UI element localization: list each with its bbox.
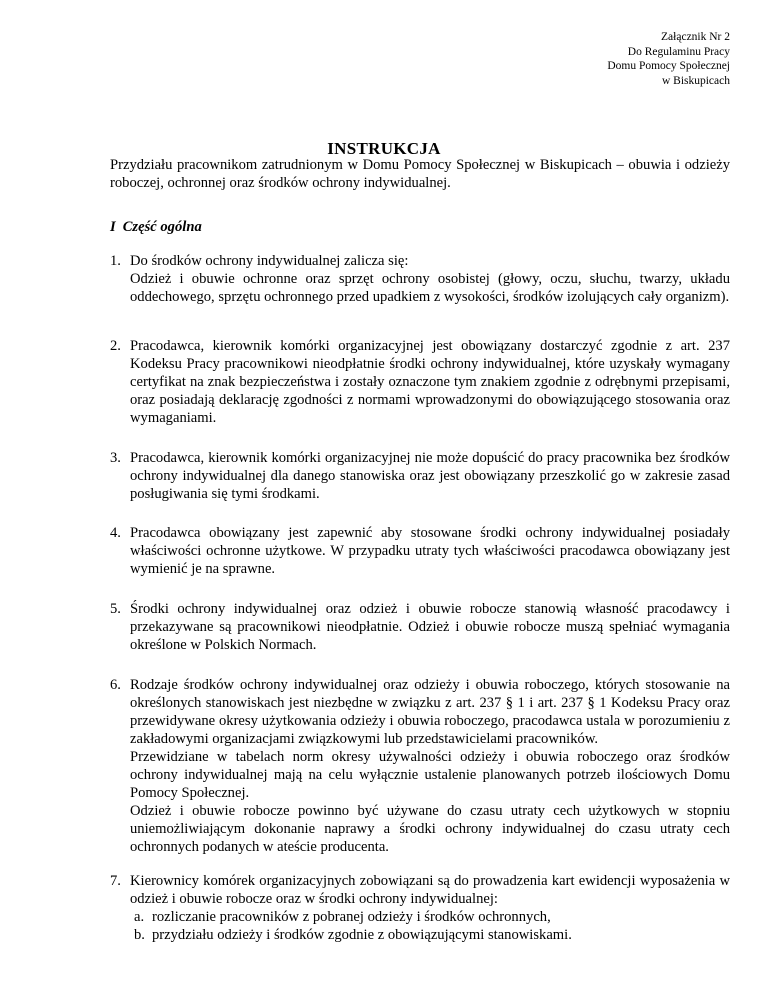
item-number: 6. (110, 677, 121, 693)
list-item-7 (110, 872, 730, 944)
item-content: Pracodawca, kierownik komórki organizacyjnej nie może dopuścić do pracy pracownika bez środków ochrony indywidualnej dla danego stanowiska oraz jest obowiązany przeszkolić go w zakresie zasad posługiwania się tymi środkami. (130, 450, 730, 502)
list-item-6 (110, 676, 730, 856)
item-paragraph-3: Odzież i obuwie robocze powinno być używane do czasu utraty cech użytkowych w stopniu uniemożliwiającym dokonanie naprawy a środki ochrony indywidualnej do czasu utraty cech ochronnych podanych w ateście producenta. (130, 803, 730, 855)
item-lead: Do środków ochrony indywidualnej zalicza się: (130, 253, 409, 269)
item-content (130, 676, 730, 856)
list-item-5 (110, 600, 730, 654)
list-item-3 (110, 449, 730, 503)
item-number: 7. (110, 873, 121, 889)
sub-item-b (134, 926, 730, 944)
document-subtitle: Przydziału pracownikom zatrudnionym w Domu Pomocy Społecznej w Biskupicach – obuwia i odzieży roboczej, ochronnej oraz środków ochrony indywidualnej. (110, 157, 730, 191)
sub-item-a (134, 908, 730, 926)
sub-item-text: rozliczanie pracowników z pobranej odzieży i środków ochronnych, (152, 909, 551, 925)
item-number: 3. (110, 450, 121, 466)
sub-item-letter: a. (134, 909, 145, 925)
item-number: 2. (110, 338, 121, 354)
sub-item-text: przydziału odzieży i środków zgodnie z obowiązującymi stanowiskami. (152, 927, 572, 943)
item-text: Kierownicy komórek organizacyjnych zobowiązani są do prowadzenia kart ewidencji wyposażenia w odzież i obuwie robocze oraz w środki ochrony indywidualnej: (130, 873, 730, 907)
list-item-2 (110, 337, 730, 427)
section-number: I (110, 219, 116, 235)
item-number: 1. (110, 253, 121, 269)
document-title: INSTRUKCJA (327, 139, 441, 158)
item-number: 4. (110, 525, 121, 541)
item-paragraph-2: Przewidziane w tabelach norm okresy używalności odzieży i obuwia roboczego oraz środków ochrony indywidualnej mają na celu wyłącznie ustalenie planowanych potrzeb ilościowych Domu Pomocy Społecznej. (130, 749, 730, 801)
annex-line-3: Domu Pomocy Społecznej (607, 60, 730, 72)
item-content: Środki ochrony indywidualnej oraz odzież i obuwie robocze stanowią własność pracodawcy i przekazywane są pracownikowi nieodpłatnie. Odzież i obuwie robocze muszą spełniać wymagania określone w Polskich Normach. (130, 601, 730, 653)
item-paragraph-1: Rodzaje środków ochrony indywidualnej oraz odzieży i obuwia roboczego, których stosowanie na określonych stanowiskach jest niezbędne w związku z art. 237 § 1 i art. 237 § 1 Kodeksu Pracy oraz przewidywane okresy użytkowania odzieży i obuwia roboczego, pracodawca ustala w porozumieniu z zakładowymi organizacjami związkowymi lub przedstawicielami pracowników. (130, 677, 730, 747)
item-content (130, 252, 730, 306)
list-item-4 (110, 524, 730, 578)
annex-line-1: Załącznik Nr 2 (661, 31, 730, 43)
annex-line-4: w Biskupicach (661, 74, 730, 87)
annex-line-2: Do Regulaminu Pracy (627, 45, 730, 58)
item-content: Pracodawca obowiązany jest zapewnić aby stosowane środki ochrony indywidualnej posiadały właściwości ochronne użytkowe. W przypadku utraty tych właściwości pracodawca obowiązany jest wymienić je na sprawne. (130, 525, 730, 577)
item-text: Odzież i obuwie ochronne oraz sprzęt ochrony osobistej (głowy, oczu, słuchu, twarzy, układu oddechowego, sprzętu ochronnego przed upadkiem z wysokości, środków izolujących cały organizm). (130, 271, 730, 305)
annex-header (430, 30, 730, 88)
section-heading (110, 219, 202, 236)
item-number: 5. (110, 601, 121, 617)
item-content: Pracodawca, kierownik komórki organizacyjnej jest obowiązany dostarczyć zgodnie z art. 237 Kodeksu Pracy pracownikowi nieodpłatnie środki ochrony indywidualnej, które uzyskały wymagany certyfikat na znak bezpieczeństwa i zostały oznaczone tym znakiem zgodnie z odrębnymi przepisami, oraz posiadają deklarację zgodności z normami wprowadzonymi do obowiązującego stosowania oraz wymaganiami. (130, 338, 730, 426)
section-title: Część ogólna (122, 219, 202, 235)
item-content (130, 872, 730, 944)
list-item-1 (110, 252, 730, 306)
sub-item-letter: b. (134, 927, 145, 943)
